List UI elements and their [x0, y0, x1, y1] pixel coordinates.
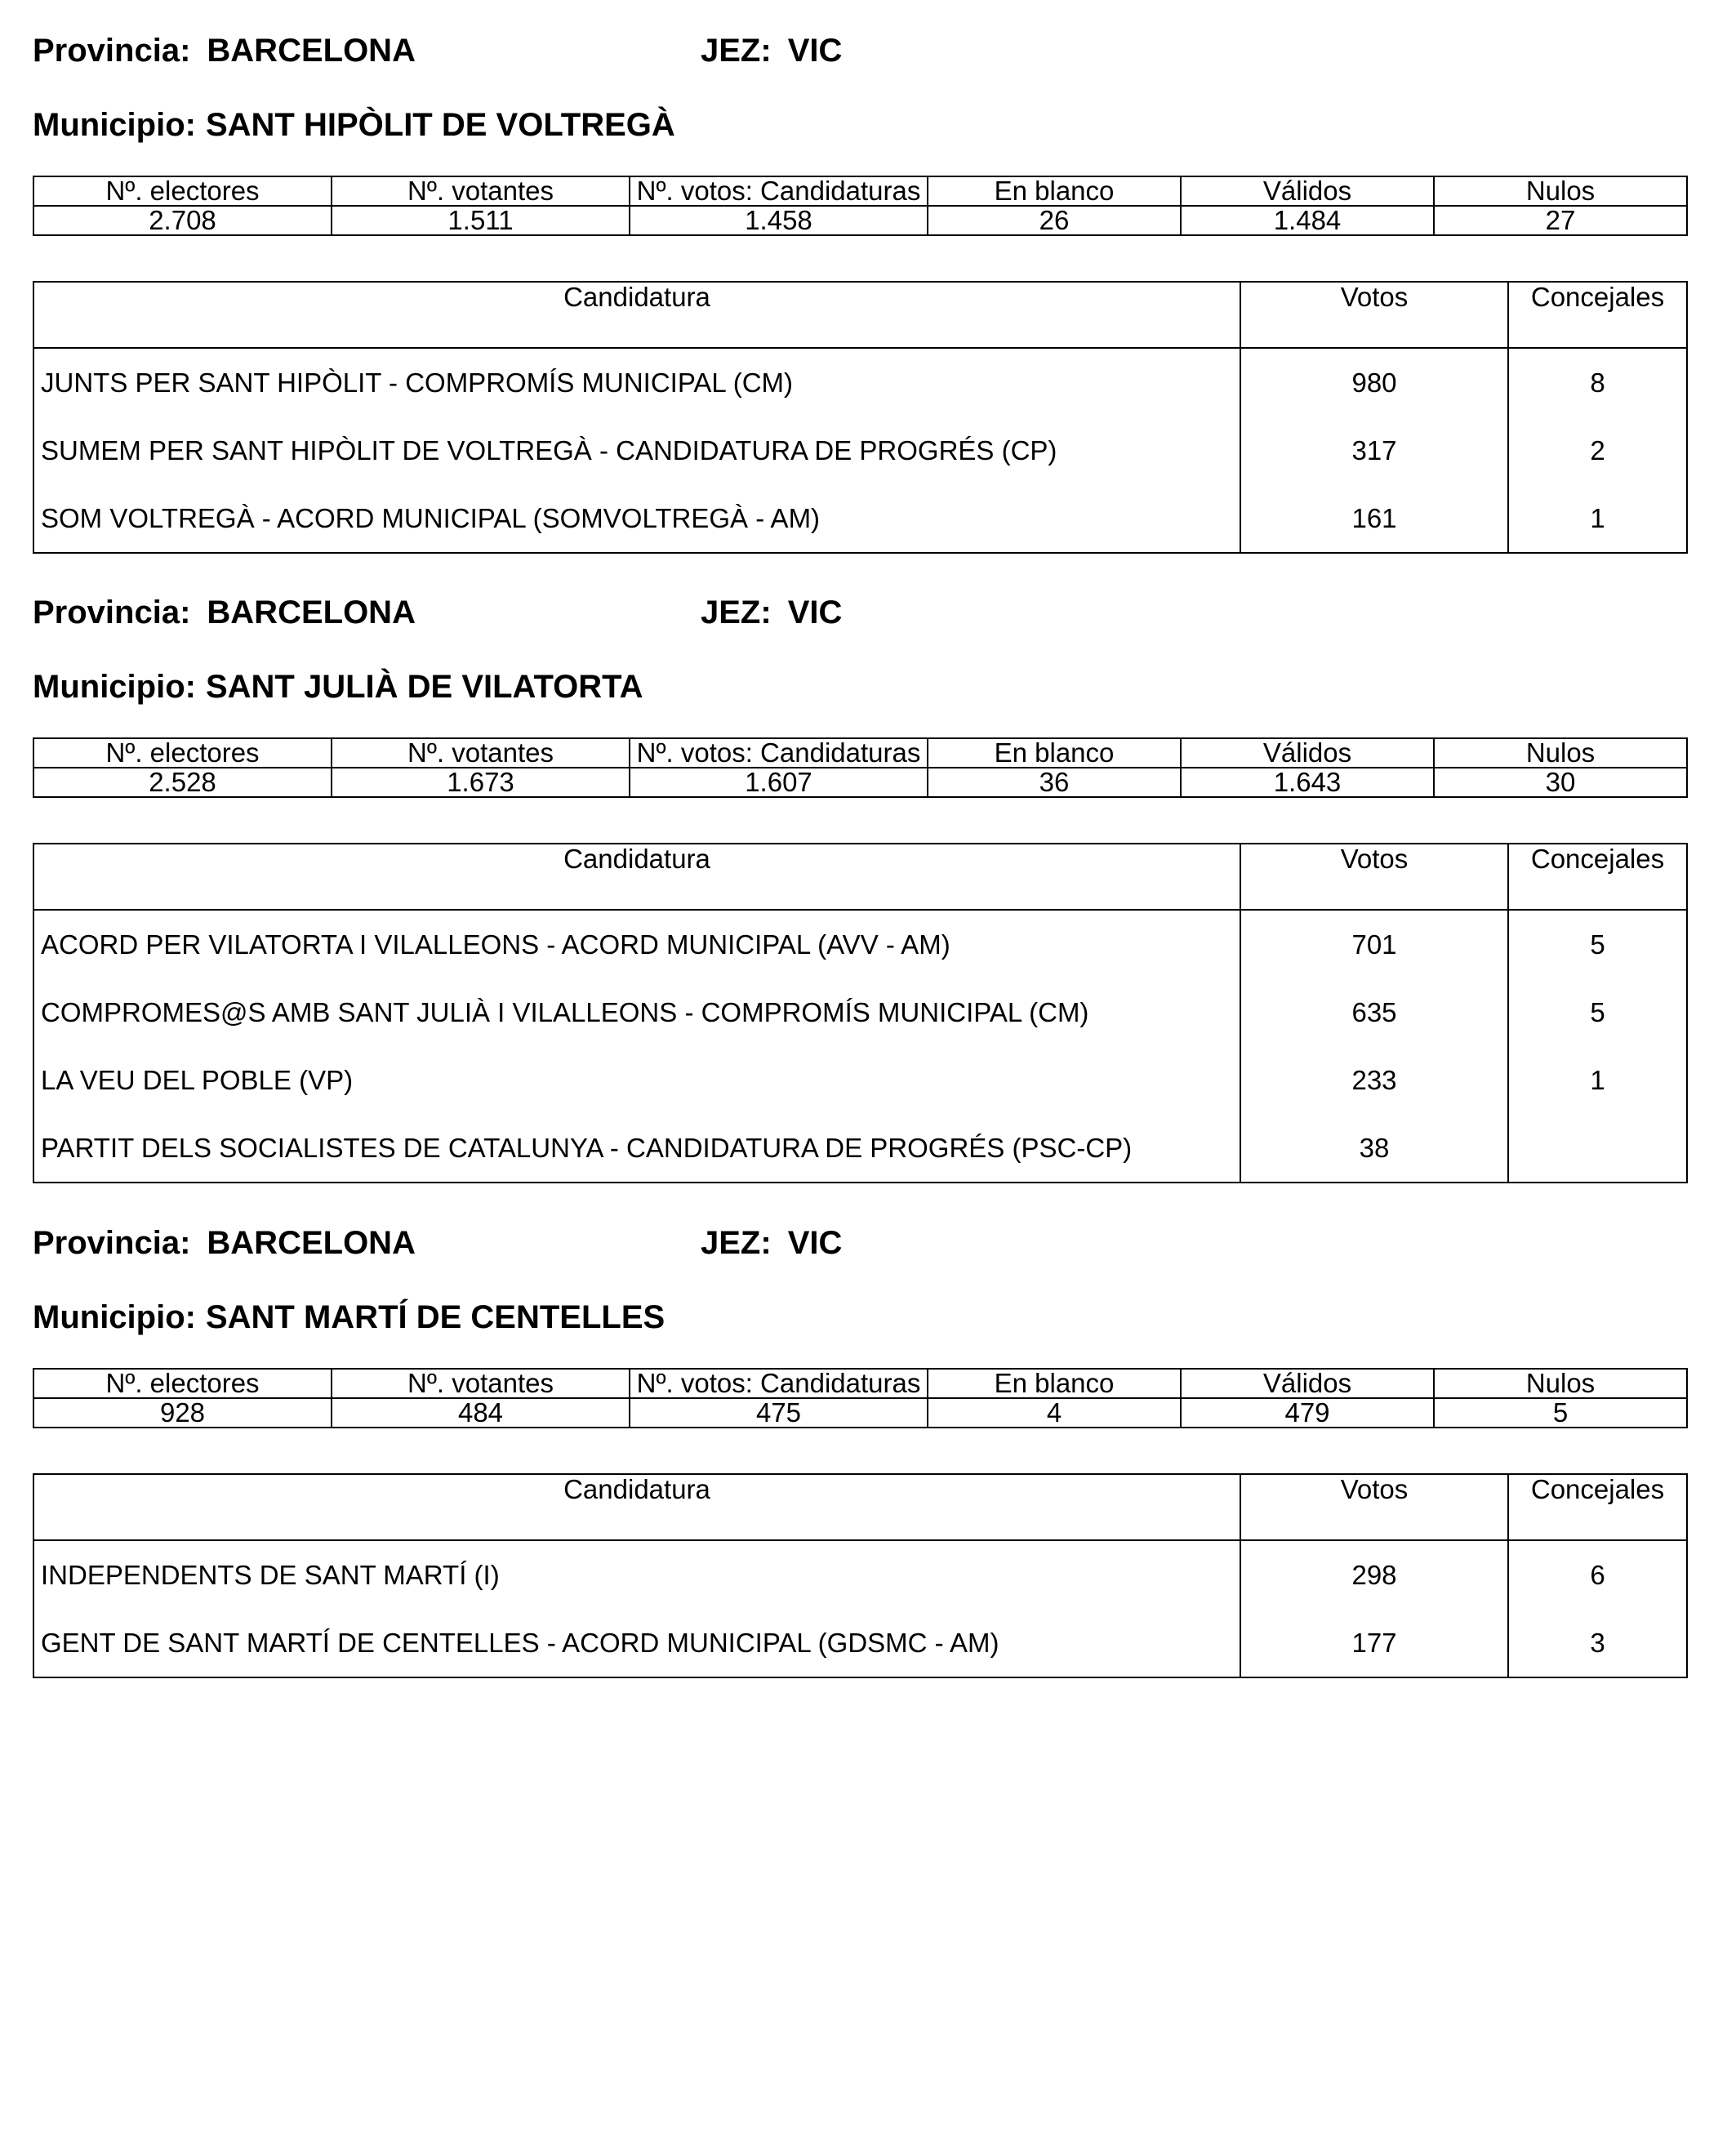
- summary-header-row: [33, 738, 1687, 768]
- candidate-name: JUNTS PER SANT HIPÒLIT - COMPROMÍS MUNICIPAL (CM): [33, 348, 1240, 416]
- concejales-header: Concejales: [1508, 282, 1687, 348]
- table-row: [33, 1046, 1687, 1114]
- provincia-label: Provincia:: [33, 1225, 191, 1261]
- provincia-heading: [33, 1223, 416, 1263]
- summary-value: 30: [1434, 768, 1687, 797]
- summary-value: 1.607: [630, 768, 928, 797]
- summary-value: 4: [928, 1398, 1181, 1428]
- candidate-name: COMPROMES@S AMB SANT JULIÀ I VILALLEONS - COMPROMÍS MUNICIPAL (CM): [33, 978, 1240, 1046]
- jez-value: VIC: [787, 595, 843, 630]
- candidate-name: PARTIT DELS SOCIALISTES DE CATALUNYA - CANDIDATURA DE PROGRÉS (PSC-CP): [33, 1114, 1240, 1183]
- summary-value: 2.708: [33, 206, 332, 235]
- concejales-header: Concejales: [1508, 844, 1687, 910]
- summary-header: Nº. votos: Candidaturas: [630, 176, 928, 206]
- provincia-label: Provincia:: [33, 595, 191, 630]
- summary-value: 928: [33, 1398, 332, 1428]
- table-row: [33, 1609, 1687, 1677]
- jez-label: JEZ:: [701, 1225, 772, 1261]
- candidate-votes: 38: [1240, 1114, 1508, 1183]
- candidate-seats: 6: [1508, 1540, 1687, 1609]
- summary-value: 5: [1434, 1398, 1687, 1428]
- jez-label: JEZ:: [701, 33, 772, 69]
- summary-header-row: [33, 1369, 1687, 1398]
- summary-header: En blanco: [928, 176, 1181, 206]
- candidates-table: [33, 281, 1688, 554]
- candidates-header-row: [33, 1474, 1687, 1540]
- summary-header: Nº. electores: [33, 176, 332, 206]
- summary-header: Nulos: [1434, 1369, 1687, 1398]
- summary-table: [33, 176, 1688, 236]
- candidate-name: INDEPENDENTS DE SANT MARTÍ (I): [33, 1540, 1240, 1609]
- table-row: [33, 348, 1687, 416]
- jez-heading: [701, 593, 842, 632]
- summary-value-row: [33, 1398, 1687, 1428]
- table-row: [33, 484, 1687, 553]
- summary-header: Nº. votantes: [332, 176, 630, 206]
- summary-value: 484: [332, 1398, 630, 1428]
- candidates-table: [33, 1473, 1688, 1678]
- jez-label: JEZ:: [701, 595, 772, 630]
- jez-value: VIC: [787, 1225, 843, 1261]
- candidate-seats: 2: [1508, 416, 1687, 484]
- candidate-votes: 161: [1240, 484, 1508, 553]
- summary-header: Válidos: [1181, 738, 1434, 768]
- summary-value: 27: [1434, 206, 1687, 235]
- candidate-name: SOM VOLTREGÀ - ACORD MUNICIPAL (SOMVOLTREGÀ - AM): [33, 484, 1240, 553]
- summary-header: Nulos: [1434, 738, 1687, 768]
- candidatura-header: Candidatura: [33, 1474, 1240, 1540]
- candidate-name: LA VEU DEL POBLE (VP): [33, 1046, 1240, 1114]
- municipio-label: Municipio:: [33, 107, 196, 143]
- summary-value: 1.673: [332, 768, 630, 797]
- summary-header: En blanco: [928, 738, 1181, 768]
- summary-value: 1.484: [1181, 206, 1434, 235]
- summary-header: Nº. votantes: [332, 1369, 630, 1398]
- summary-value: 479: [1181, 1398, 1434, 1428]
- summary-value: 36: [928, 768, 1181, 797]
- jez-value: VIC: [787, 33, 843, 69]
- jez-heading: [701, 1223, 842, 1263]
- provincia-heading: [33, 593, 416, 632]
- summary-table: [33, 737, 1688, 798]
- candidate-votes: 233: [1240, 1046, 1508, 1114]
- summary-header-row: [33, 176, 1687, 206]
- provincia-value: BARCELONA: [207, 595, 416, 630]
- summary-value-row: [33, 768, 1687, 797]
- table-row: [33, 416, 1687, 484]
- candidatura-header: Candidatura: [33, 844, 1240, 910]
- candidate-votes: 980: [1240, 348, 1508, 416]
- municipio-label: Municipio:: [33, 1299, 196, 1335]
- summary-value-row: [33, 206, 1687, 235]
- table-row: [33, 910, 1687, 978]
- candidate-votes: 317: [1240, 416, 1508, 484]
- jez-heading: [701, 31, 842, 70]
- table-row: [33, 1540, 1687, 1609]
- summary-header: Válidos: [1181, 176, 1434, 206]
- summary-table: [33, 1368, 1688, 1428]
- candidate-seats: 8: [1508, 348, 1687, 416]
- summary-header: Nº. votos: Candidaturas: [630, 1369, 928, 1398]
- candidate-name: SUMEM PER SANT HIPÒLIT DE VOLTREGÀ - CANDIDATURA DE PROGRÉS (CP): [33, 416, 1240, 484]
- summary-header: Nº. electores: [33, 1369, 332, 1398]
- provincia-value: BARCELONA: [207, 1225, 416, 1261]
- summary-value: 1.511: [332, 206, 630, 235]
- municipio-heading: [33, 667, 643, 706]
- municipio-heading: [33, 1298, 665, 1337]
- concejales-header: Concejales: [1508, 1474, 1687, 1540]
- candidate-name: GENT DE SANT MARTÍ DE CENTELLES - ACORD MUNICIPAL (GDSMC - AM): [33, 1609, 1240, 1677]
- votos-header: Votos: [1240, 844, 1508, 910]
- candidate-seats: 5: [1508, 910, 1687, 978]
- summary-value: 1.643: [1181, 768, 1434, 797]
- summary-value: 475: [630, 1398, 928, 1428]
- municipio-heading: [33, 105, 675, 145]
- municipio-value: SANT MARTÍ DE CENTELLES: [205, 1299, 665, 1335]
- candidate-votes: 635: [1240, 978, 1508, 1046]
- summary-header: Nº. electores: [33, 738, 332, 768]
- summary-header: Nº. votantes: [332, 738, 630, 768]
- candidate-votes: 177: [1240, 1609, 1508, 1677]
- candidate-seats: 1: [1508, 1046, 1687, 1114]
- candidate-votes: 701: [1240, 910, 1508, 978]
- candidate-seats: [1508, 1114, 1687, 1183]
- summary-header: Nulos: [1434, 176, 1687, 206]
- candidates-table: [33, 843, 1688, 1183]
- candidates-header-row: [33, 844, 1687, 910]
- table-row: [33, 1114, 1687, 1183]
- provincia-value: BARCELONA: [207, 33, 416, 69]
- summary-value: 2.528: [33, 768, 332, 797]
- summary-header: Válidos: [1181, 1369, 1434, 1398]
- provincia-label: Provincia:: [33, 33, 191, 69]
- summary-header: Nº. votos: Candidaturas: [630, 738, 928, 768]
- candidate-seats: 5: [1508, 978, 1687, 1046]
- candidate-votes: 298: [1240, 1540, 1508, 1609]
- table-row: [33, 978, 1687, 1046]
- votos-header: Votos: [1240, 282, 1508, 348]
- summary-value: 26: [928, 206, 1181, 235]
- municipio-value: SANT HIPÒLIT DE VOLTREGÀ: [205, 107, 675, 143]
- candidate-seats: 3: [1508, 1609, 1687, 1677]
- candidate-seats: 1: [1508, 484, 1687, 553]
- summary-value: 1.458: [630, 206, 928, 235]
- provincia-heading: [33, 31, 416, 70]
- municipio-value: SANT JULIÀ DE VILATORTA: [205, 669, 643, 705]
- summary-header: En blanco: [928, 1369, 1181, 1398]
- municipio-label: Municipio:: [33, 669, 196, 705]
- votos-header: Votos: [1240, 1474, 1508, 1540]
- candidate-name: ACORD PER VILATORTA I VILALLEONS - ACORD MUNICIPAL (AVV - AM): [33, 910, 1240, 978]
- candidatura-header: Candidatura: [33, 282, 1240, 348]
- candidates-header-row: [33, 282, 1687, 348]
